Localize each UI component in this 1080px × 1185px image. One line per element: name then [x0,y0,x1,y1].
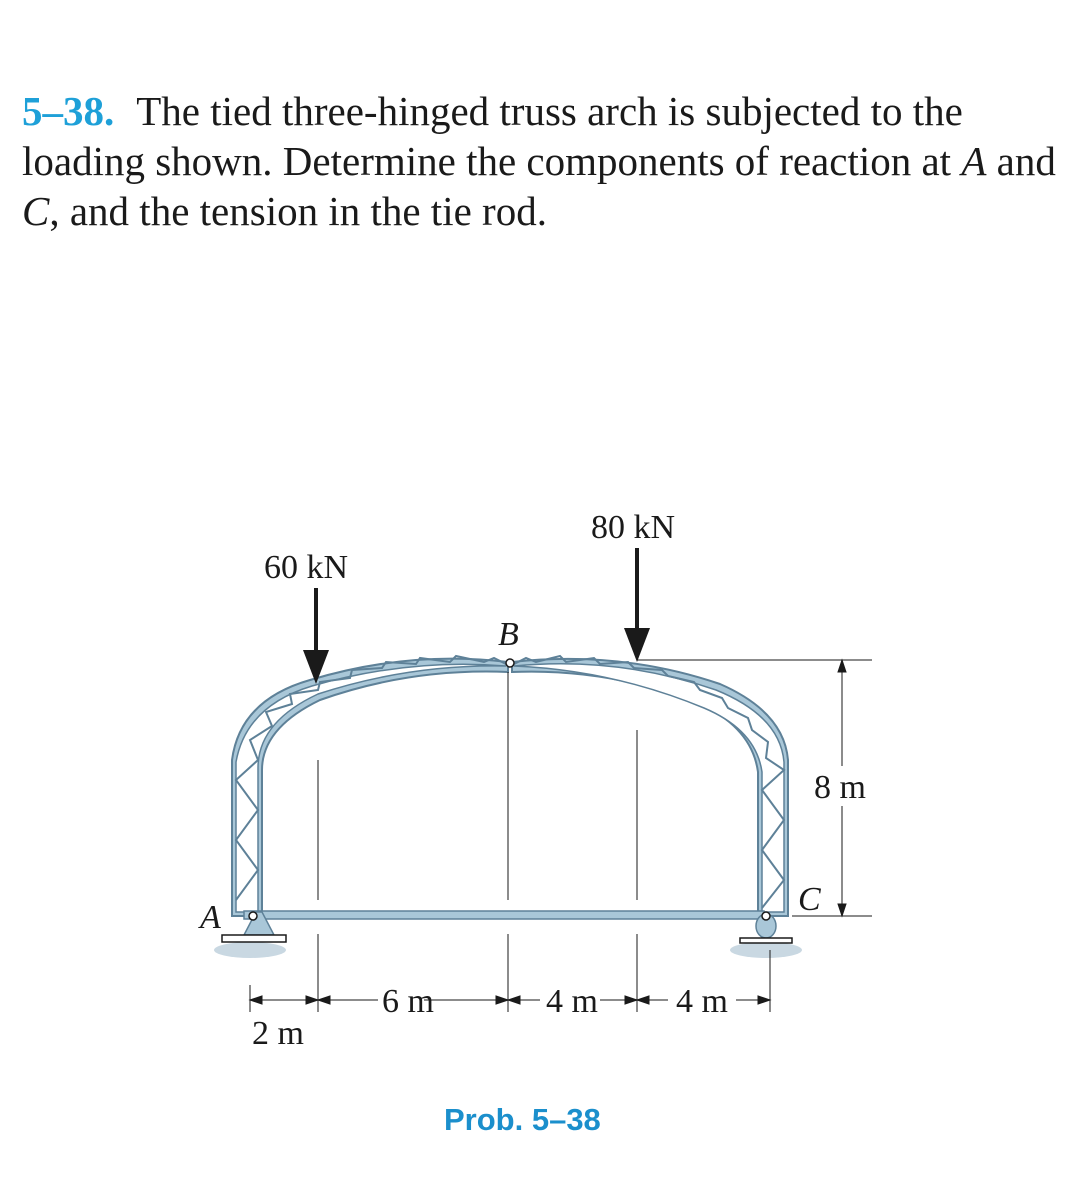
ground-shadow-a [214,942,286,958]
problem-text-part3: , and the tension in the tie rod. [49,188,547,234]
ground-shadow-c [730,942,802,958]
problem-text-part2: and [986,138,1056,184]
tie-rod [244,911,764,919]
point-c-ref: C [22,188,50,234]
label-a: A [200,899,221,936]
left-web-members [236,656,506,900]
label-c: C [798,881,821,918]
right-web-members [514,656,784,908]
load-label-60: 60 kN [264,549,349,586]
right-arch-half [512,659,788,916]
dimension-2m: 2 m [252,1015,304,1052]
dimension-6m: 6 m [382,983,434,1020]
dimension-8m: 8 m [814,769,866,806]
dimension-4m-first: 4 m [546,983,598,1020]
problem-text-part1: The tied three-hinged truss arch is subjected to the loading shown. Determine the components of reaction at [22,88,963,184]
load-arrow-60 [303,588,329,684]
left-arch-web [236,664,506,912]
problem-number: 5–38. [22,88,115,134]
left-arch-half [232,659,508,916]
load-arrow-80 [624,548,650,662]
hinge-b [506,659,514,667]
load-label-80: 80 kN [591,509,676,546]
arch-truss [232,656,788,916]
point-a-ref: A [961,138,987,184]
dimension-4m-second: 4 m [676,983,728,1020]
figure-caption: Prob. 5–38 [444,1102,601,1137]
label-b: B [498,616,519,653]
